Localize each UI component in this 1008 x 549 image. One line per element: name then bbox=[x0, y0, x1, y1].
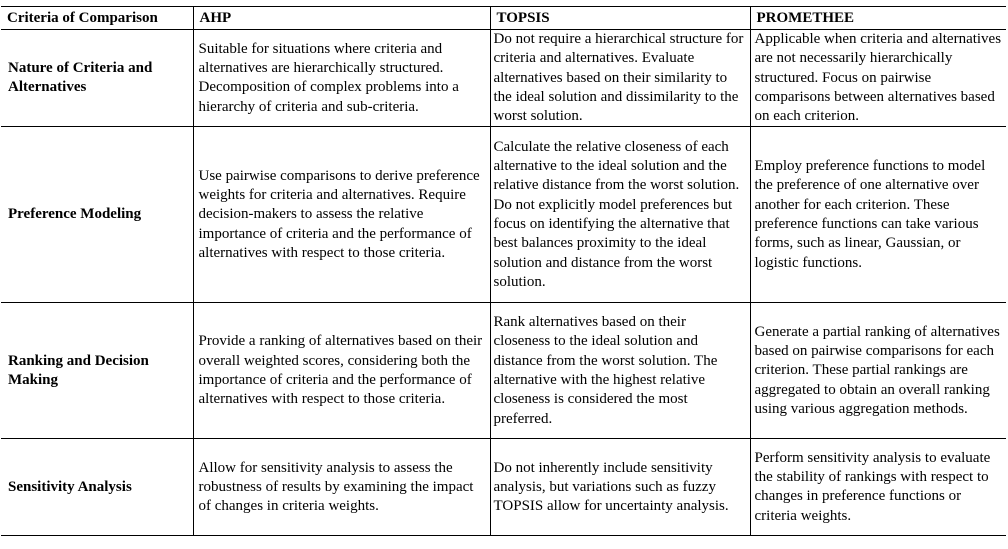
criterion-cell: Preference Modeling bbox=[1, 127, 193, 303]
header-topsis: TOPSIS bbox=[490, 7, 750, 30]
promethee-cell: Applicable when criteria and alternatives are not necessarily hierarchically structured. Focus on pairwise comparisons between alternatives based on each criterion. bbox=[750, 30, 1006, 127]
comparison-table bbox=[1, 6, 1006, 536]
criterion-cell: Ranking and Decision Making bbox=[1, 303, 193, 439]
topsis-cell: Do not require a hierarchical structure for criteria and alternatives. Evaluate alternatives based on their similarity to the ideal solution and dissimilarity to the worst solution. bbox=[490, 30, 750, 127]
criterion-cell: Sensitivity Analysis bbox=[1, 439, 193, 536]
table-header bbox=[1, 7, 1006, 30]
ahp-cell: Use pairwise comparisons to derive preference weights for criteria and alternatives. Require decision-makers to assess the relative importance of criteria and the performance of alternatives with respect to those criteria. bbox=[193, 127, 490, 303]
criterion-cell: Nature of Criteria and Alternatives bbox=[1, 30, 193, 127]
table-row bbox=[1, 439, 1006, 536]
topsis-cell: Rank alternatives based on their closeness to the ideal solution and distance from the worst solution. The alternative with the highest relative closeness is considered the most preferred. bbox=[490, 303, 750, 439]
table-body bbox=[1, 30, 1006, 536]
topsis-cell: Do not inherently include sensitivity analysis, but variations such as fuzzy TOPSIS allow for uncertainty analysis. bbox=[490, 439, 750, 536]
promethee-cell: Perform sensitivity analysis to evaluate the stability of rankings with respect to changes in preference functions or criteria weights. bbox=[750, 439, 1006, 536]
header-criteria: Criteria of Comparison bbox=[1, 7, 193, 30]
ahp-cell: Allow for sensitivity analysis to assess the robustness of results by examining the impact of changes in criteria weights. bbox=[193, 439, 490, 536]
promethee-cell: Employ preference functions to model the preference of one alternative over another for each criterion. These preference functions can take various forms, such as linear, Gaussian, or logistic functions. bbox=[750, 127, 1006, 303]
header-row bbox=[1, 7, 1006, 30]
promethee-cell: Generate a partial ranking of alternatives based on pairwise comparisons for each criterion. These partial rankings are aggregated to obtain an overall ranking using various aggregation methods. bbox=[750, 303, 1006, 439]
topsis-cell: Calculate the relative closeness of each alternative to the ideal solution and the relative distance from the worst solution. Do not explicitly model preferences but focus on identifying the alternative that best balances proximity to the ideal solution and distance from the worst solution. bbox=[490, 127, 750, 303]
header-promethee: PROMETHEE bbox=[750, 7, 1006, 30]
ahp-cell: Provide a ranking of alternatives based on their overall weighted scores, considering both the importance of criteria and the performance of alternatives with respect to those criteria. bbox=[193, 303, 490, 439]
table-row bbox=[1, 303, 1006, 439]
ahp-cell: Suitable for situations where criteria and alternatives are hierarchically structured. Decomposition of complex problems into a hierarchy of criteria and sub-criteria. bbox=[193, 30, 490, 127]
table-row bbox=[1, 127, 1006, 303]
table-row bbox=[1, 30, 1006, 127]
header-ahp: AHP bbox=[193, 7, 490, 30]
